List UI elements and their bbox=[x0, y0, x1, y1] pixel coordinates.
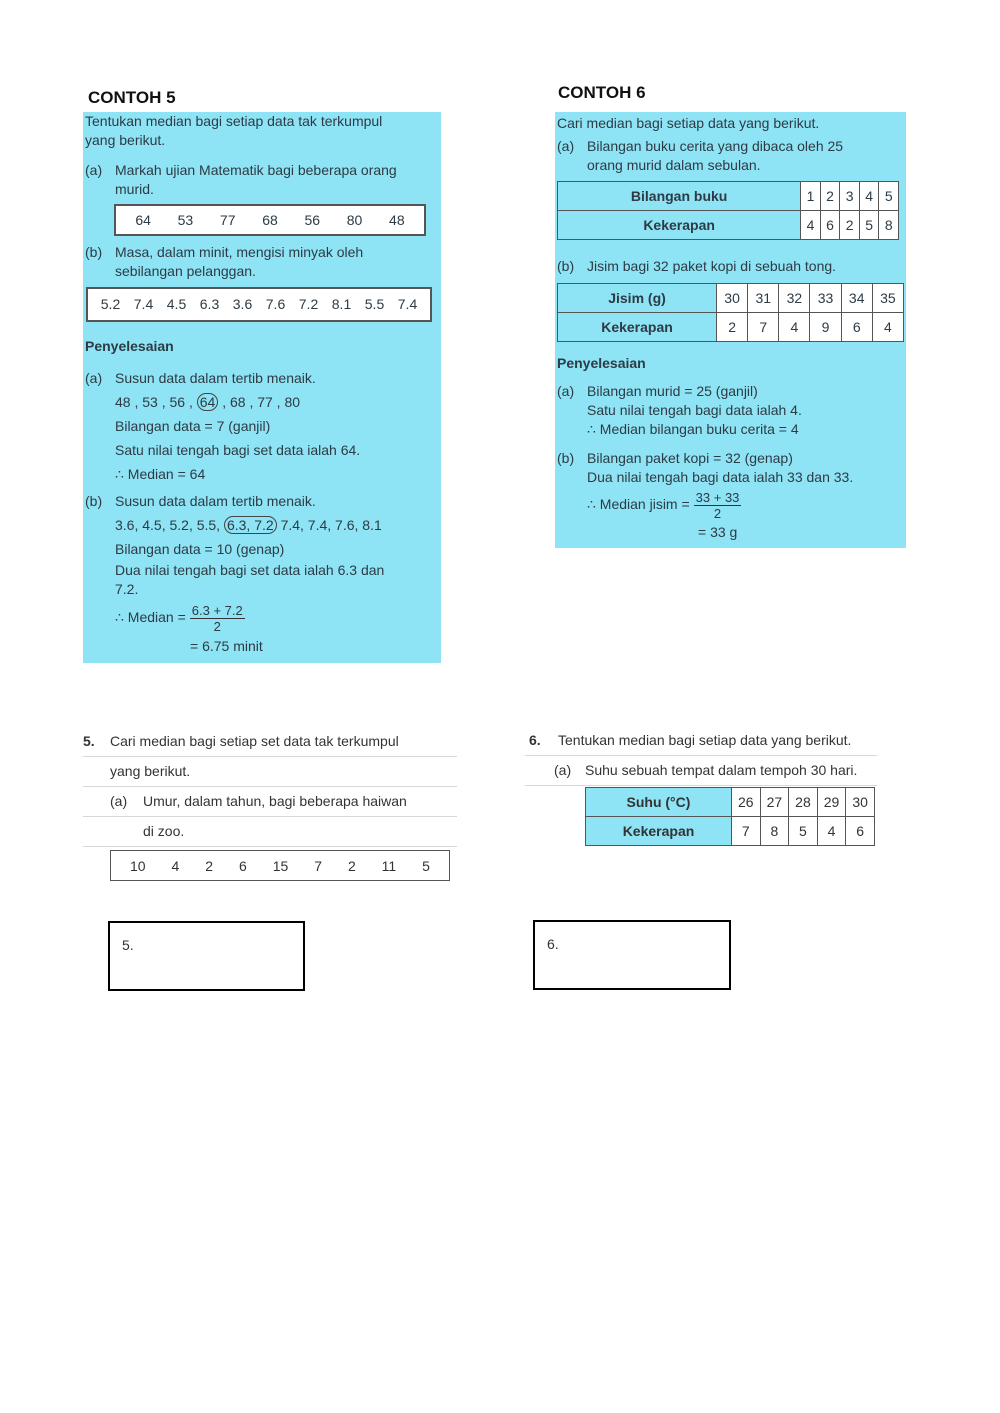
data-value: 7.4 bbox=[133, 296, 154, 312]
table-cell: 2 bbox=[820, 182, 840, 211]
contoh5-sb-median bbox=[85, 603, 437, 634]
table-cell: 35 bbox=[872, 284, 903, 313]
exercise5-text-2: yang berikut. bbox=[83, 757, 457, 787]
table-cell: 8 bbox=[760, 817, 789, 846]
numerator: 6.3 + 7.2 bbox=[191, 603, 243, 618]
data-value: 10 bbox=[129, 857, 146, 874]
contoh6-table-a bbox=[557, 181, 899, 240]
table-cell: 4 bbox=[859, 182, 879, 211]
exercise6-line bbox=[525, 726, 877, 756]
contoh5-sb-count: Bilangan data = 10 (genap) bbox=[115, 541, 285, 557]
contoh5-panel bbox=[83, 112, 441, 663]
contoh5-a-data-box bbox=[114, 204, 426, 236]
exercise5-data-box bbox=[110, 850, 450, 881]
data-value: 7.6 bbox=[265, 296, 286, 312]
data-value: 11 bbox=[381, 857, 397, 874]
table-row bbox=[558, 313, 904, 342]
contoh5-sa-line1: Susun data dalam tertib menaik. bbox=[115, 370, 316, 386]
table-cell: 31 bbox=[748, 284, 779, 313]
contoh5-sb-line1: Susun data dalam tertib menaik. bbox=[115, 493, 316, 509]
contoh6-sb-line2: Dua nilai tengah bagi data ialah 33 dan 33. bbox=[587, 469, 854, 485]
contoh5-sa-median: ∴ Median = 64 bbox=[115, 466, 206, 482]
contoh5-a-text-2: murid. bbox=[115, 181, 154, 197]
denominator: 2 bbox=[713, 506, 722, 521]
table-cell: 4 bbox=[801, 211, 821, 240]
contoh6-solution-title: Penyelesaian bbox=[557, 355, 646, 371]
contoh5-b-data-box bbox=[86, 287, 432, 322]
contoh5-title: CONTOH 5 bbox=[88, 88, 176, 107]
contoh6-sa-line1: Bilangan murid = 25 (ganjil) bbox=[587, 383, 758, 399]
contoh6-sb-result: = 33 g bbox=[698, 524, 738, 540]
numerator: 33 + 33 bbox=[695, 490, 740, 505]
data-value: 5.2 bbox=[100, 296, 121, 312]
contoh5-solution-title: Penyelesaian bbox=[85, 338, 174, 354]
contoh5-b-label: (b) bbox=[85, 244, 103, 260]
contoh6-sb-line1: Bilangan paket kopi = 32 (genap) bbox=[587, 450, 793, 466]
table-cell: 26 bbox=[731, 788, 760, 817]
data-value: 80 bbox=[346, 211, 363, 228]
contoh6-sa-label: (a) bbox=[557, 383, 575, 399]
row-header: Jisim (g) bbox=[558, 284, 717, 313]
data-value: 5 bbox=[422, 857, 430, 874]
contoh5-sa-sequence bbox=[85, 390, 437, 414]
exercise6-text: Tentukan median bagi setiap data yang berikut. bbox=[558, 732, 852, 748]
row-header: Suhu (°C) bbox=[586, 788, 732, 817]
table-row bbox=[586, 788, 875, 817]
contoh6-table-b bbox=[557, 283, 904, 342]
seq-post: 7.4, 7.4, 7.6, 8.1 bbox=[280, 517, 382, 533]
table-row bbox=[558, 211, 899, 240]
table-cell: 6 bbox=[841, 313, 872, 342]
contoh5-a-label: (a) bbox=[85, 162, 103, 178]
median-label: ∴ Median = bbox=[115, 609, 186, 626]
answer-box-5[interactable] bbox=[108, 921, 305, 991]
exercise6-a-text: Suhu sebuah tempat dalam tempoh 30 hari. bbox=[585, 762, 858, 778]
table-cell: 7 bbox=[748, 313, 779, 342]
data-value: 64 bbox=[135, 211, 151, 228]
contoh6-panel bbox=[555, 112, 906, 548]
table-cell: 6 bbox=[846, 817, 875, 846]
table-cell: 2 bbox=[840, 211, 860, 240]
answer-box-6-label: 6. bbox=[547, 936, 559, 952]
table-cell: 7 bbox=[731, 817, 760, 846]
fraction bbox=[190, 603, 245, 634]
table-cell: 34 bbox=[841, 284, 872, 313]
seq-pre: 3.6, 4.5, 5.2, 5.5, bbox=[115, 517, 221, 533]
circled-median: 64 bbox=[197, 393, 219, 411]
exercise6-table bbox=[585, 787, 875, 846]
table-cell: 4 bbox=[817, 817, 846, 846]
row-header: Kekerapan bbox=[558, 211, 801, 240]
table-cell: 1 bbox=[801, 182, 821, 211]
data-value: 5.5 bbox=[364, 296, 385, 312]
contoh6-a-label: (a) bbox=[557, 138, 575, 154]
table-cell: 4 bbox=[779, 313, 810, 342]
table-row bbox=[558, 284, 904, 313]
table-cell: 9 bbox=[810, 313, 841, 342]
contoh6-a-text-2: orang murid dalam sebulan. bbox=[587, 157, 761, 173]
contoh5-intro-2: yang berikut. bbox=[85, 132, 166, 148]
answer-box-5-label: 5. bbox=[122, 937, 134, 953]
data-value: 8.1 bbox=[331, 296, 352, 312]
data-value: 7.4 bbox=[397, 296, 418, 312]
contoh5-sb-middle-1: Dua nilai tengah bagi set data ialah 6.3 dan bbox=[115, 562, 385, 578]
contoh5-sb-middle-2: 7.2. bbox=[115, 581, 139, 597]
contoh6-title: CONTOH 6 bbox=[558, 83, 646, 102]
data-value: 68 bbox=[262, 211, 278, 228]
circled-middle-values: 6.3, 7.2 bbox=[224, 516, 277, 534]
row-header: Bilangan buku bbox=[558, 182, 801, 211]
exercise5-a-text-1: Umur, dalam tahun, bagi beberapa haiwan bbox=[143, 793, 407, 809]
seq-pre: 48 , 53 , 56 , bbox=[115, 394, 193, 410]
data-value: 2 bbox=[347, 857, 356, 874]
data-value: 15 bbox=[272, 857, 289, 874]
table-cell: 5 bbox=[859, 211, 879, 240]
contoh5-sa-count: Bilangan data = 7 (ganjil) bbox=[115, 418, 271, 434]
row-header: Kekerapan bbox=[558, 313, 717, 342]
data-value: 4 bbox=[171, 857, 180, 874]
contoh6-intro: Cari median bagi setiap data yang berikut. bbox=[557, 115, 820, 131]
table-cell: 5 bbox=[879, 182, 899, 211]
exercise6-a-label: (a) bbox=[554, 762, 572, 778]
contoh5-sa-middle: Satu nilai tengah bagi set data ialah 64. bbox=[115, 442, 361, 458]
exercise5-a-text-2: di zoo. bbox=[83, 817, 457, 847]
table-cell: 5 bbox=[789, 817, 818, 846]
data-value: 77 bbox=[219, 211, 236, 228]
data-value: 6.3 bbox=[199, 296, 220, 312]
table-cell: 2 bbox=[717, 313, 748, 342]
table-cell: 29 bbox=[817, 788, 846, 817]
table-cell: 6 bbox=[820, 211, 840, 240]
contoh5-b-text-2: sebilangan pelanggan. bbox=[115, 263, 256, 279]
contoh6-sa-line2: Satu nilai tengah bagi data ialah 4. bbox=[587, 402, 802, 418]
median-label: ∴ Median jisim = bbox=[587, 496, 690, 513]
contoh5-sb-result: = 6.75 minit bbox=[190, 638, 263, 654]
contoh6-sb-label: (b) bbox=[557, 450, 575, 466]
denominator: 2 bbox=[213, 619, 221, 634]
contoh6-sb-median bbox=[557, 490, 905, 521]
data-value: 4.5 bbox=[166, 296, 187, 312]
contoh6-a-text-1: Bilangan buku cerita yang dibaca oleh 25 bbox=[587, 138, 844, 154]
seq-post: , 68 , 77 , 80 bbox=[222, 394, 301, 410]
table-cell: 33 bbox=[810, 284, 841, 313]
contoh6-b-label: (b) bbox=[557, 258, 575, 274]
table-row bbox=[558, 182, 899, 211]
table-row bbox=[586, 817, 875, 846]
contoh5-sb-sequence bbox=[85, 513, 437, 537]
data-value: 7 bbox=[314, 857, 322, 874]
data-value: 6 bbox=[238, 857, 247, 874]
contoh5-sa-label: (a) bbox=[85, 370, 103, 386]
contoh5-a-text-1: Markah ujian Matematik bagi beberapa orang bbox=[115, 162, 397, 178]
contoh5-intro-1: Tentukan median bagi setiap data tak terkumpul bbox=[85, 113, 383, 129]
table-cell: 30 bbox=[846, 788, 875, 817]
contoh5-sb-label: (b) bbox=[85, 493, 103, 509]
table-cell: 3 bbox=[840, 182, 860, 211]
data-value: 7.2 bbox=[298, 296, 319, 312]
data-value: 53 bbox=[177, 211, 194, 228]
exercise6-number: 6. bbox=[529, 732, 541, 748]
table-cell: 32 bbox=[779, 284, 810, 313]
exercise5-a-label: (a) bbox=[110, 793, 128, 809]
data-value: 3.6 bbox=[232, 296, 253, 312]
exercise5-text-1: Cari median bagi setiap set data tak terkumpul bbox=[110, 733, 399, 749]
row-header: Kekerapan bbox=[586, 817, 732, 846]
exercise6-line bbox=[525, 756, 877, 786]
table-cell: 4 bbox=[872, 313, 903, 342]
exercise5-number: 5. bbox=[83, 733, 95, 749]
answer-box-6[interactable] bbox=[533, 920, 731, 990]
contoh6-sa-line3: ∴ Median bilangan buku cerita = 4 bbox=[587, 421, 799, 437]
data-value: 2 bbox=[205, 857, 214, 874]
exercise5-line bbox=[83, 787, 457, 817]
table-cell: 8 bbox=[879, 211, 899, 240]
data-value: 56 bbox=[304, 211, 321, 228]
exercise6 bbox=[525, 726, 877, 846]
exercise5-line bbox=[83, 727, 457, 757]
fraction bbox=[694, 490, 742, 521]
table-cell: 30 bbox=[717, 284, 748, 313]
table-cell: 28 bbox=[789, 788, 818, 817]
table-cell: 27 bbox=[760, 788, 789, 817]
contoh5-b-text-1: Masa, dalam minit, mengisi minyak oleh bbox=[115, 244, 364, 260]
contoh6-b-text: Jisim bagi 32 paket kopi di sebuah tong. bbox=[587, 258, 837, 274]
exercise5 bbox=[83, 727, 457, 881]
data-value: 48 bbox=[389, 211, 405, 228]
